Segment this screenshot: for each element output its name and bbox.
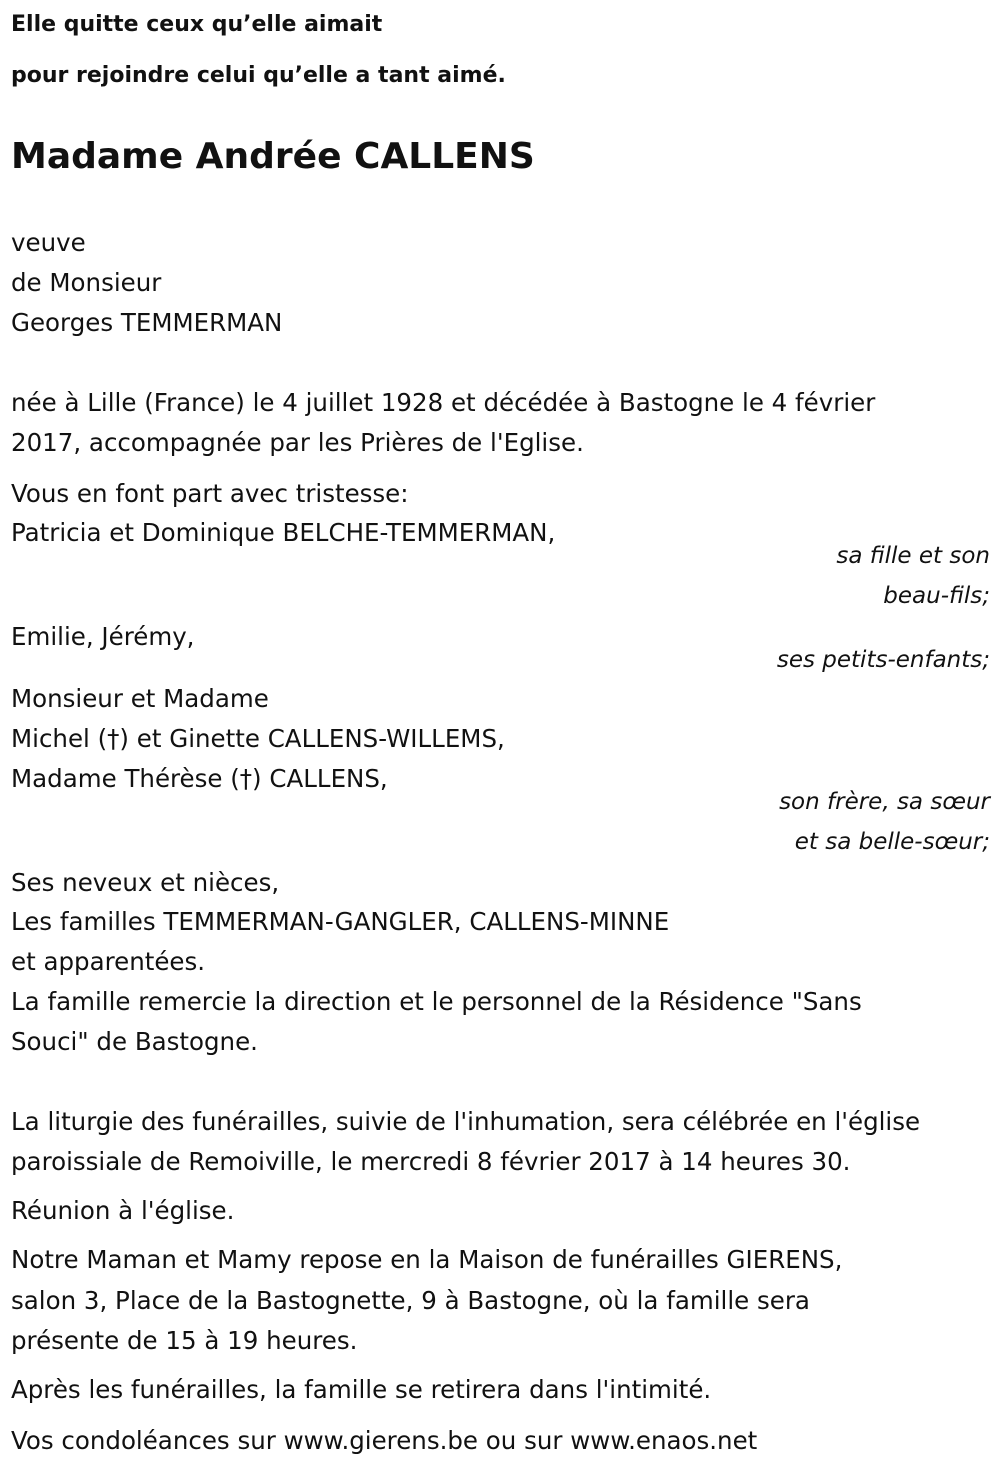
liturgy-line-2: paroissiale de Remoiville, le mercredi 8 février 2017 à 14 heures 30. [11,1147,851,1176]
birth-death-line-1: née à Lille (France) le 4 juillet 1928 et décédée à Bastogne le 4 février [11,388,876,417]
siblings-relation-line-1: son frère, sa sœur [779,789,990,815]
rest-line-3: présente de 15 à 19 heures. [11,1326,358,1355]
daughter-relation-line-2: beau-fils; [883,583,990,609]
deceased-name: Madame Andrée CALLENS [11,136,535,177]
meeting-line: Réunion à l'église. [11,1196,235,1225]
thanks-line-2: Souci" de Bastogne. [11,1027,258,1056]
siblings-relation-line-2: et sa belle-sœur; [794,829,990,855]
others-line-2: Les familles TEMMERMAN-GANGLER, CALLENS-MINNE [11,907,670,936]
siblings-line-1: Monsieur et Madame [11,684,269,713]
liturgy-line-1: La liturgie des funérailles, suivie de l'inhumation, sera célébrée en l'église [11,1107,921,1136]
condolences-line: Vos condoléances sur www.gierens.be ou sur www.enaos.net [11,1426,758,1455]
family-intro: Vous en font part avec tristesse: [11,479,409,508]
quote-line-2: pour rejoindre celui qu’elle a tant aimé. [11,63,506,88]
rest-line-1: Notre Maman et Mamy repose en la Maison de funérailles GIERENS, [11,1245,843,1274]
others-line-1: Ses neveux et nièces, [11,868,280,897]
rest-line-2: salon 3, Place de la Bastognette, 9 à Bastogne, où la famille sera [11,1286,810,1315]
others-line-3: et apparentées. [11,947,206,976]
grandchildren-line: Emilie, Jérémy, [11,622,195,651]
spouse-line-1: de Monsieur [11,268,162,297]
daughter-relation-line-1: sa fille et son [836,543,990,569]
widow-status: veuve [11,228,86,257]
daughter-line: Patricia et Dominique BELCHE-TEMMERMAN, [11,518,556,547]
quote-line-1: Elle quitte ceux qu’elle aimait [11,12,383,37]
siblings-line-2: Michel (†) et Ginette CALLENS-WILLEMS, [11,724,505,753]
grandchildren-relation: ses petits-enfants; [776,647,990,673]
siblings-line-3: Madame Thérèse (†) CALLENS, [11,764,388,793]
birth-death-line-2: 2017, accompagnée par les Prières de l'Eglise. [11,428,584,457]
spouse-line-2: Georges TEMMERMAN [11,308,283,337]
after-funeral-line: Après les funérailles, la famille se retirera dans l'intimité. [11,1375,712,1404]
thanks-line-1: La famille remercie la direction et le personnel de la Résidence "Sans [11,987,862,1016]
